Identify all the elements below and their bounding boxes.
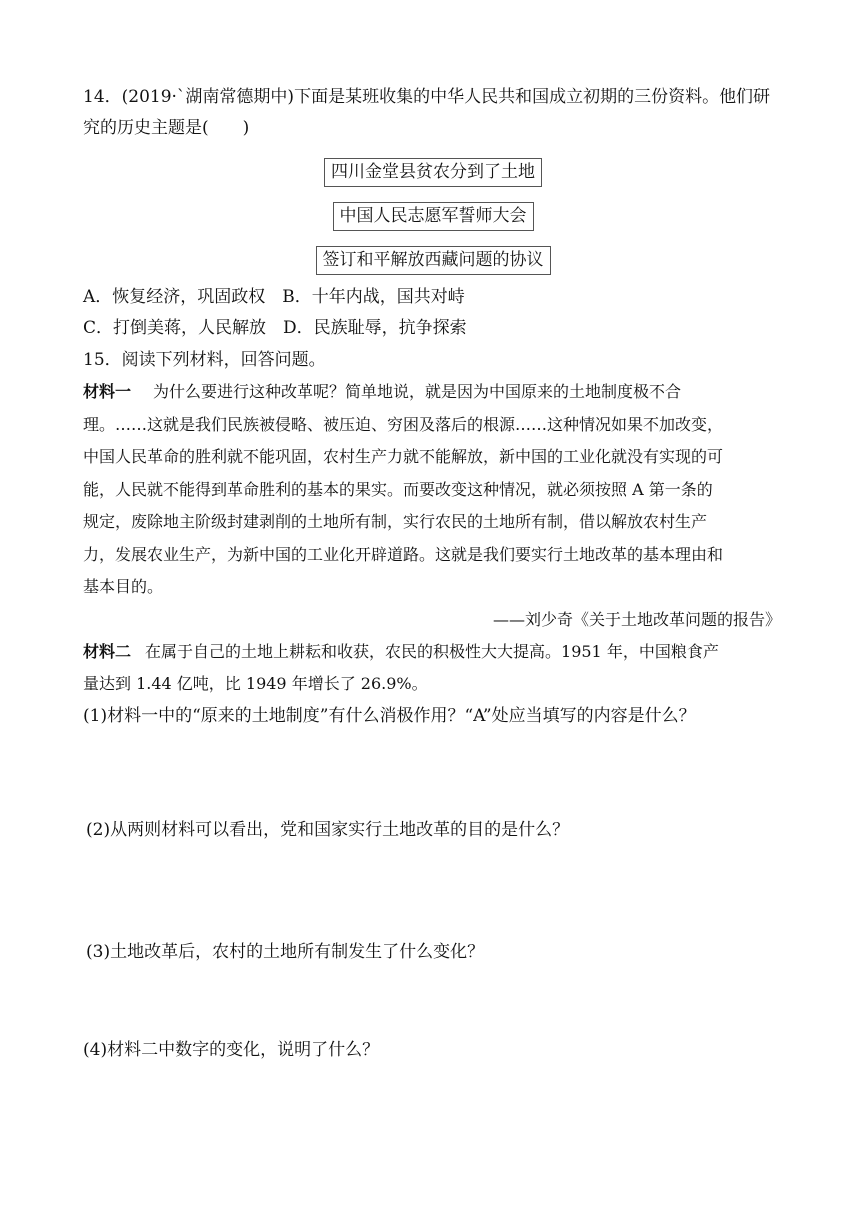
material-2-line: 量达到 1.44 亿吨，比 1949 年增长了 26.9%。 (83, 674, 428, 693)
question-15 (83, 344, 783, 1065)
material-1-line: 能，人民就不能得到革命胜利的基本的果实。而要改变这种情况，就必须按照 A 第一条的 (83, 479, 713, 499)
material-1-source: ——刘少奇《关于土地改革问题的报告》 (492, 609, 781, 629)
material-1-line: 理。……这就是我们民族被侵略、被压迫、穷困及落后的根源……这种情况如果不加改变， (83, 414, 724, 434)
material-1-line: 规定，废除地主阶级封建剥削的土地所有制，实行农民的土地所有制，借以解放农村生产 (83, 512, 708, 531)
sub-question-2: (2)从两则材料可以看出，党和国家实行土地改革的目的是什么？ (86, 819, 570, 840)
options-line-cd: C．打倒美蒋，人民解放 D．民族耻辱，抗争探索 (83, 318, 467, 338)
options-line-ab: A．恢复经济，巩固政权 B．十年内战，国共对峙 (83, 287, 465, 307)
document-page (83, 82, 783, 1065)
sub-question-1: (1)材料一中的“原来的土地制度”有什么消极作用？“A”处应当填写的内容是什么？ (83, 705, 696, 726)
question-15-stem: 15．阅读下列材料，回答问题。 (83, 350, 326, 370)
material-1 (83, 376, 783, 636)
source-material-box: 中国人民志愿军誓师大会 (333, 202, 534, 231)
material-1-line: 力，发展农业生产，为新中国的工业化开辟道路。这就是我们要实行土地改革的基本理由和 (83, 544, 724, 564)
question-14-options (83, 282, 783, 344)
source-material-boxes (83, 150, 783, 282)
question-14-stem-line-2: 究的历史主题是( ) (83, 118, 250, 138)
material-1-line: 中国人民革命的胜利就不能巩固，农村生产力就不能解放，新中国的工业化就没有实现的可 (83, 447, 724, 466)
source-material-box: 签订和平解放西藏问题的协议 (316, 246, 551, 275)
material-1-label: 材料一 (83, 382, 132, 401)
material-2-label: 材料二 (83, 641, 132, 661)
material-1-line: 基本目的。 (83, 577, 164, 596)
source-material-box: 四川金堂县贫农分到了土地 (324, 158, 542, 187)
material-1-line: 为什么要进行这种改革呢？简单地说，就是因为中国原来的土地制度极不合 (153, 382, 682, 401)
material-2-line: 在属于自己的土地上耕耘和收获，农民的积极性大大提高。1951 年，中国粮食产 (145, 641, 719, 661)
question-14 (83, 82, 783, 344)
sub-question-3: (3)土地改革后，农村的土地所有制发生了什么变化？ (86, 941, 485, 962)
question-14-stem-line-1: 14．(2019·`湖南常德期中)下面是某班收集的中华人民共和国成立初期的三份资料。他们研 (83, 87, 771, 107)
answer-space[interactable] (83, 967, 783, 1035)
answer-space[interactable] (83, 845, 783, 937)
sub-question-4: (4)材料二中数字的变化，说明了什么？ (83, 1039, 380, 1060)
answer-space[interactable] (83, 731, 783, 815)
material-2 (83, 636, 783, 701)
